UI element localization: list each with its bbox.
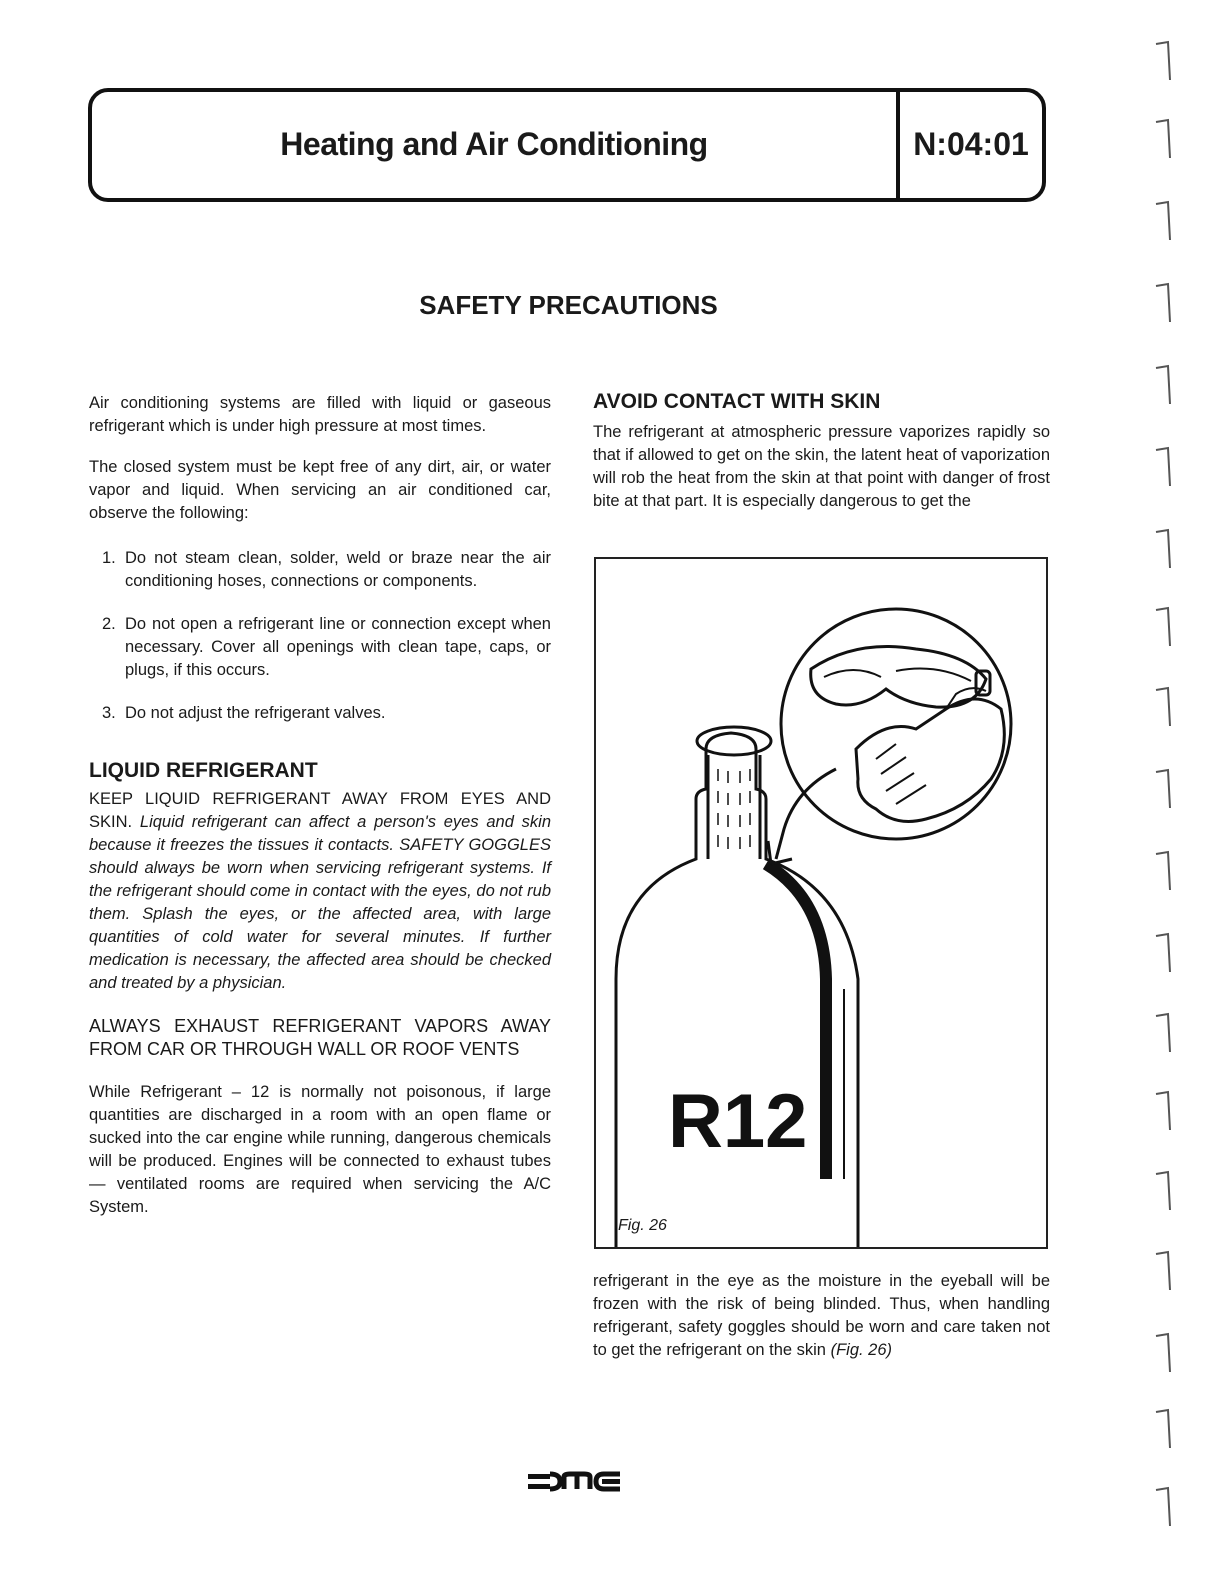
right-column-bottom (593, 1270, 1050, 1362)
avoid-contact-continuation-text: refrigerant in the eye as the moisture in the eyeball will be frozen with the risk of being blinded. Thus, when handling refrigerant, safety goggles should be worn and care taken not to get the refrigerant on the skin (593, 1272, 1050, 1359)
refrigerant-cylinder-icon (616, 727, 858, 1247)
liquid-refrigerant-heading: LIQUID REFRIGERANT (89, 759, 318, 782)
list-item (89, 702, 551, 725)
precaution-list (89, 547, 551, 725)
figure-26 (594, 557, 1048, 1249)
list-item-text: Do not adjust the refrigerant valves. (125, 704, 386, 722)
avoid-contact-heading: AVOID CONTACT WITH SKIN (593, 390, 881, 413)
section-code: N:04:01 (913, 126, 1029, 162)
header-box (88, 88, 1046, 202)
list-item-text: Do not steam clean, solder, weld or braze near the air conditioning hoses, connections or components. (125, 549, 551, 590)
list-item-text: Do not open a refrigerant line or connection except when necessary. Cover all openings with clean tape, caps, or plugs, if this occurs. (125, 615, 551, 679)
binding-marks (1150, 0, 1180, 1590)
liquid-refrigerant-body: Liquid refrigerant can affect a person's eyes and skin because it freezes the tissues it contacts. SAFETY GOGGLES should always be worn when servicing refrigerant systems. If the refrigerant should come in contact with the eyes, do not rub them. Splash the eyes, or the affected area, with large quantities of cold water for several minutes. If further medication is necessary, the affected area should be checked and treated by a physician. (89, 813, 551, 992)
safety-goggles-icon (811, 647, 990, 708)
liquid-refrigerant-lead: KEEP LIQUID REFRIGERANT AWAY FROM EYES AND SKIN. (89, 790, 551, 831)
avoid-contact-paragraph: The refrigerant at atmospheric pressure vaporizes rapidly so that if allowed to get on the skin, the latent heat of vaporization will rob the heat from the skin at that point with danger of frost bite at that part. It is especially dangerous to get the (593, 423, 1050, 510)
page-title: Heating and Air Conditioning (280, 126, 708, 162)
figure-illustration (596, 559, 1046, 1247)
figure-reference: (Fig. 26) (830, 1341, 893, 1359)
dmc-logo (528, 1468, 624, 1496)
right-column-top (593, 390, 1050, 513)
list-item-number: 1. (102, 549, 116, 567)
list-item-number: 3. (102, 704, 116, 722)
liquid-refrigerant-paragraph (89, 788, 551, 995)
exhaust-paragraph: While Refrigerant – 12 is normally not poisonous, if large quantities are discharged in a room with an open flame or sucked into the car engine while running, dangerous chemicals will be produced. Engines will be connected to exhaust tubes — ventilated rooms are required when servicing the A/C System. (89, 1083, 551, 1216)
intro-paragraph-2: The closed system must be kept free of any dirt, air, or water vapor and liquid. When servicing an air conditioned car, observe the following: (89, 458, 551, 522)
exhaust-heading: ALWAYS EXHAUST REFRIGERANT VAPORS AWAY FROM CAR OR THROUGH WALL OR ROOF VENTS (89, 1016, 551, 1059)
section-title: SAFETY PRECAUTIONS (419, 290, 718, 320)
cylinder-label: R12 (668, 1079, 808, 1164)
figure-caption: Fig. 26 (618, 1217, 667, 1234)
list-item-number: 2. (102, 615, 116, 633)
list-item (89, 613, 551, 682)
intro-paragraph-1: Air conditioning systems are filled with liquid or gaseous refrigerant which is under high pressure at most times. (89, 394, 551, 435)
left-column (89, 392, 551, 1219)
avoid-contact-continuation (593, 1270, 1050, 1362)
list-item (89, 547, 551, 593)
